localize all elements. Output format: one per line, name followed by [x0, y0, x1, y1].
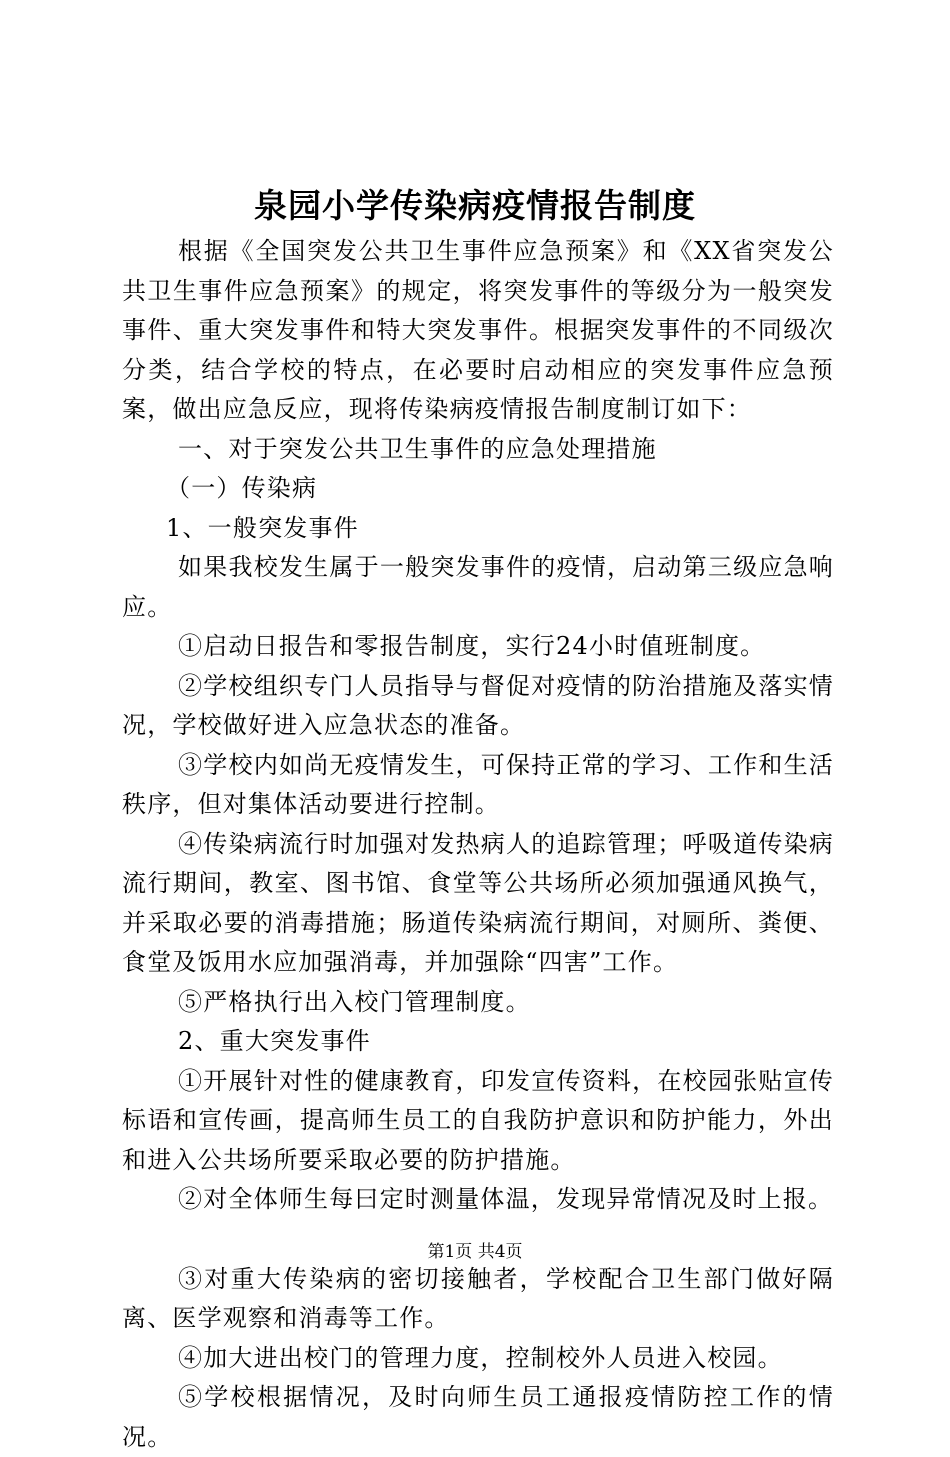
item-heading-major: 2、重大突发事件 — [178, 1027, 371, 1055]
item-heading-general: 1、一般突发事件 — [166, 513, 359, 542]
list-item: ②学校组织专门人员指导与督促对疫情的防治措施及落实情况，学校做好进入应急状态的准备。 — [122, 671, 834, 739]
list-item: ④传染病流行时加强对发热病人的追踪管理；呼吸道传染病流行期间，教室、图书馆、食堂等公共场所必须加强通风换气，并采取必要的消毒措施；肠道传染病流行期间，对厕所、粪便、食堂及饭用水应加强消毒，并加强除“四害”工作。 — [122, 829, 834, 976]
list-item: ④加大进出校门的管理力度，控制校外人员进入校园。 — [178, 1343, 783, 1372]
subsection-heading-infectious: （一）传染病 — [166, 474, 318, 502]
list-item: ⑤学校根据情况，及时向师生员工通报疫情防控工作的情况。 — [122, 1383, 834, 1451]
list-item: ⑤严格执行出入校门管理制度。 — [178, 987, 531, 1016]
document-body — [122, 232, 834, 1457]
document-title: 泉园小学传染病疫情报告制度 — [254, 186, 696, 225]
list-item: ②对全体师生每曰定时测量体温，发现异常情况及时上报。 — [178, 1185, 834, 1213]
list-item: ①启动日报告和零报告制度，实行24小时值班制度。 — [178, 632, 766, 660]
list-item: ③学校内如尚无疫情发生，可保持正常的学习、工作和生活秩序，但对集体活动要进行控制。 — [122, 750, 834, 818]
paragraph-general-response: 如果我校发生属于一般突发事件的疫情，启动第三级应急响应。 — [122, 553, 834, 621]
page-number-footer: 第1页 共4页 — [427, 1242, 523, 1262]
section-heading-1: 一、对于突发公共卫生事件的应急处理措施 — [178, 434, 657, 463]
intro-paragraph: 根据《全国突发公共卫生事件应急预案》和《XX省突发公共卫生事件应急预案》的规定，将突发事件的等级分为一般突发事件、重大突发事件和特大突发事件。根据突发事件的不同级次分类，结合学校的特点，在必要时启动相应的突发事件应急预案，做出应急反应，现将传染病疫情报告制度制订如下： — [122, 237, 834, 423]
list-item: ①开展针对性的健康教育，印发宣传资料，在校园张贴宣传标语和宣传画，提高师生员工的自我防护意识和防护能力，外出和进入公共场所要采取必要的防护措施。 — [122, 1066, 834, 1174]
list-item: ③对重大传染病的密切接触者，学校配合卫生部门做好隔离、医学观察和消毒等工作。 — [122, 1264, 834, 1332]
